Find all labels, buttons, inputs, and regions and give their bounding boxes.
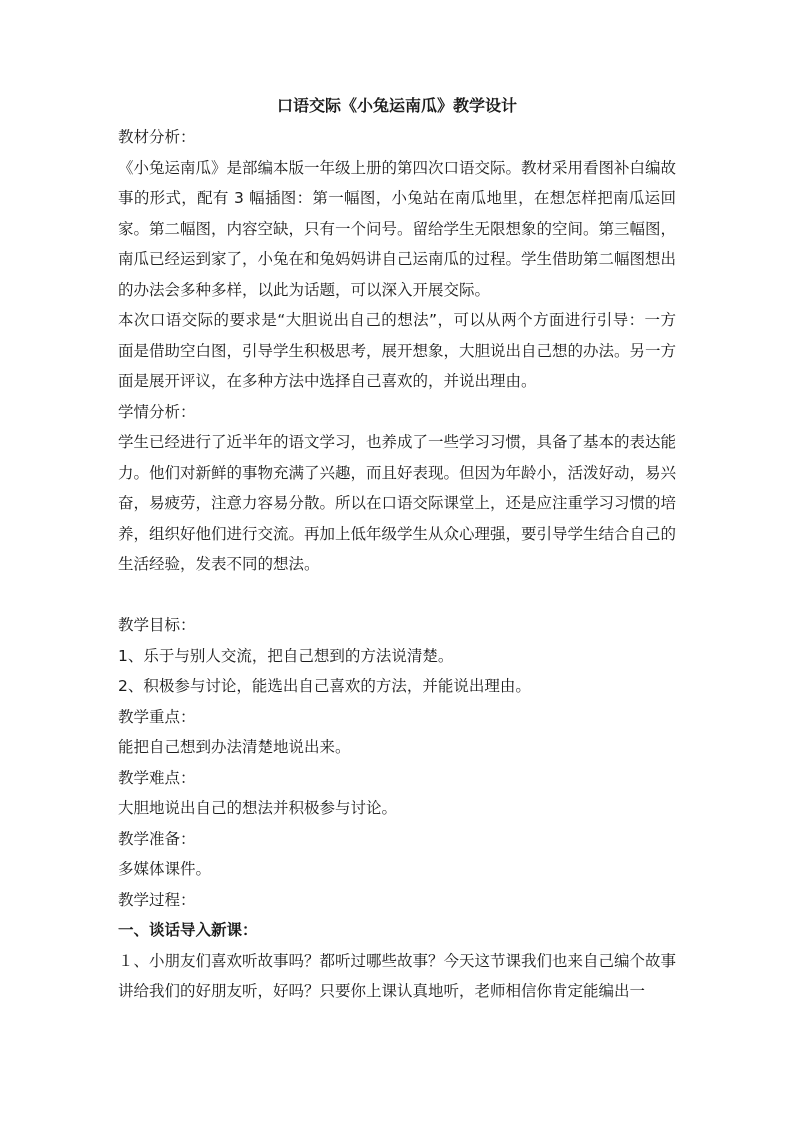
goal-item-2: 2、积极参与讨论，能选出自己喜欢的方法，并能说出理由。 (118, 677, 531, 695)
preparation-text: 多媒体课件。 (118, 860, 212, 878)
key-point-text: 能把自己想到办法清楚地说出来。 (118, 738, 351, 756)
preparation-heading: 教学准备： (118, 829, 196, 848)
key-point-heading: 教学重点： (118, 707, 196, 726)
material-heading: 教材分析： (118, 128, 196, 146)
blank-line (118, 580, 676, 611)
material-paragraph-1: 《小兔运南瓜》是部编本版一年级上册的第四次口语交际。教材采用看图补白编故事的形式，配有 3 幅插图：第一幅图，小兔站在南瓜地里，在想怎样把南瓜运回家。第二幅图，内容空缺，只有一个问号。留给学生无限想象的空间。第三幅图，南瓜已经运到家了，小兔在和兔妈妈讲自己运南瓜的过程。学生借助第二幅图想出的办法会多种多样，以此为话题，可以深入开展交际。 (118, 158, 677, 299)
goal-item-1: 1、乐于与别人交流，把自己想到的方法说清楚。 (118, 646, 454, 665)
step-1-heading: 一、谈话导入新课： (118, 921, 258, 939)
student-heading: 学情分析： (118, 402, 196, 421)
difficulty-heading: 教学难点： (118, 768, 196, 787)
process-heading: 教学过程： (118, 890, 196, 909)
difficulty-text: 大胆地说出自己的想法并积极参与讨论。 (118, 799, 398, 817)
document-body (118, 122, 676, 1007)
goals-heading: 教学目标： (118, 616, 196, 634)
student-paragraph: 学生已经进行了近半年的语文学习，也养成了一些学习习惯，具备了基本的表达能力。他们对新鲜的事物充满了兴趣，而且好表现。但因为年龄小，活泼好动，易兴奋，易疲劳，注意力容易分散。所以在口语交际课堂上，还是应注重学习习惯的培养，组织好他们进行交流。再加上低年级学生从众心理强，要引导学生结合自己的生活经验，发表不同的想法。 (118, 433, 677, 573)
material-paragraph-2: 本次口语交际的要求是“大胆说出自己的想法”，可以从两个方面进行引导：一方面是借助空白图，引导学生积极思考，展开想象，大胆说出自己想的办法。另一方面是展开评议，在多种方法中选择自己喜欢的，并说出理由。 (118, 311, 677, 390)
step-1-paragraph: １、小朋友们喜欢听故事吗？都听过哪些故事？今天这节课我们也来自己编个故事讲给我们的好朋友听，好吗？只要你上课认真地听，老师相信你肯定能编出一 (118, 951, 677, 1000)
document-title: 口语交际《小兔运南瓜》教学设计 (276, 96, 517, 115)
